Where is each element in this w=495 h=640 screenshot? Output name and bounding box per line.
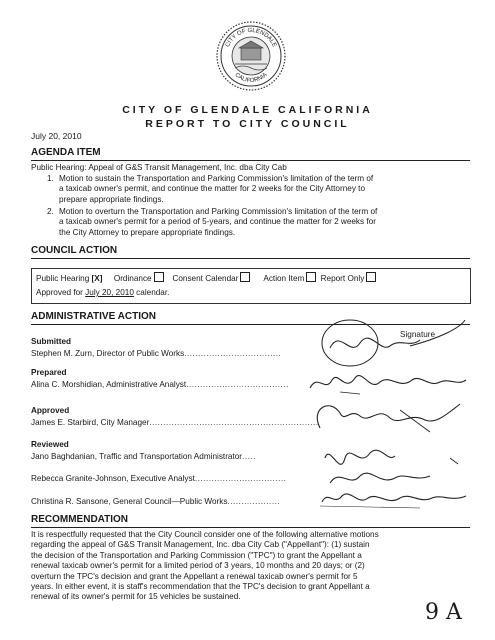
agenda-rule — [31, 160, 470, 161]
agenda-subject: Public Hearing: Appeal of G&S Transit Management, Inc. dba City Cab — [31, 163, 287, 172]
reviewer-1 — [31, 452, 256, 461]
approved-signer — [31, 418, 319, 427]
council-options-row — [36, 272, 378, 283]
page-number: 9 A — [425, 600, 462, 625]
reviewer-2 — [31, 474, 286, 483]
seal-text-top: CITY OF GLENDALE — [224, 27, 278, 49]
approved-label: Approved — [31, 406, 70, 415]
recommendation-line: renewal of its owner's permit for 15 vehicles be sustained. — [31, 592, 241, 602]
signature-dots: ..................................... — [186, 380, 289, 389]
ordinance-label: Ordinance — [113, 274, 152, 283]
public-hearing-checkbox[interactable]: [X] — [91, 274, 103, 283]
city-seal-logo — [215, 20, 287, 92]
signature-dots: ................................. — [194, 474, 287, 483]
reviewer-name: Jano Baghdanian, Traffic and Transportation Administrator — [31, 452, 243, 461]
council-heading: COUNCIL ACTION — [31, 245, 118, 256]
submitted-signature — [300, 318, 470, 368]
action-item-label: Action Item — [263, 274, 305, 283]
agenda-item-text: a taxicab owner's permit, and continue the matter for 2 weeks for the City Attorney to — [59, 184, 366, 194]
signature-dots: ..... — [242, 452, 256, 461]
agenda-item-2 — [31, 207, 471, 238]
recommendation-heading: RECOMMENDATION — [31, 514, 129, 525]
approved-prefix: Approved for — [36, 288, 83, 297]
recommendation-line: renewal taxicab owner's permit for a limited period of 3 years, 10 months and 20 days; or (2) — [31, 561, 365, 571]
prepared-label: Prepared — [31, 368, 67, 377]
reviewer-name: Rebecca Granite-Johnson, Executive Analyst — [31, 474, 195, 483]
submitted-signer — [31, 349, 281, 358]
recommendation-line: the decision of the Transportation and Parking Commission ("TPC") to grant the Appellant a — [31, 550, 362, 560]
approved-signature — [300, 398, 470, 436]
prepared-signer — [31, 380, 289, 389]
report-title: REPORT TO CITY COUNCIL — [145, 118, 350, 130]
approved-suffix: calendar. — [136, 288, 170, 297]
consent-calendar-label: Consent Calendar — [172, 274, 239, 283]
approved-date: July 20, 2010 — [85, 288, 134, 297]
agenda-item-text: the City Attorney to prepare appropriate findings. — [59, 227, 236, 237]
recommendation-line: regarding the appeal of G&S Transit Management, Inc. dba City Cab ("Appellant"): (1) sustain — [31, 540, 370, 550]
agenda-heading: AGENDA ITEM — [31, 147, 101, 158]
approved-for-row — [36, 288, 169, 297]
report-date: July 20, 2010 — [31, 131, 82, 141]
agenda-item-number: 2. — [47, 207, 54, 216]
consent-calendar-checkbox[interactable] — [240, 272, 250, 282]
submitted-name: Stephen M. Zurn, Director of Public Works — [31, 349, 185, 358]
signature-label: Signature — [400, 330, 436, 339]
recommendation-text — [31, 530, 471, 603]
reviewed-label: Reviewed — [31, 440, 69, 449]
report-only-checkbox[interactable] — [366, 272, 376, 282]
ordinance-checkbox[interactable] — [154, 272, 164, 282]
reviewer-signature — [300, 438, 470, 493]
agenda-item-1 — [31, 174, 471, 205]
approved-name: James E. Starbird, City Manager — [31, 418, 150, 427]
submitted-label: Submitted — [31, 337, 72, 346]
report-only-label: Report Only — [320, 274, 365, 283]
council-rule — [31, 258, 470, 259]
seal-text-bottom: CALIFORNIA — [233, 72, 269, 85]
agenda-item-text: Motion to overturn the Transportation and Parking Commission's limitation of the term of — [59, 207, 378, 216]
recommendation-line: It is respectfully requested that the City Council consider one of the following alternative motions — [31, 530, 379, 539]
reviewer-3 — [31, 497, 280, 506]
prepared-name: Alina C. Morshidian, Administrative Analyst — [31, 380, 187, 389]
recommendation-line: overturn the TPC's decision and grant the Appellant a renewal taxicab owner's permit for 5 — [31, 571, 358, 581]
signature-dots: ................... — [227, 497, 281, 506]
signature-dots: ................................... — [184, 349, 282, 358]
agenda-item-text: Motion to sustain the Transportation and Parking Commission's limitation of the term of — [59, 174, 374, 183]
prepared-signature — [300, 368, 470, 398]
public-hearing-label: Public Hearing — [36, 274, 90, 283]
recommendation-rule — [31, 527, 470, 528]
city-title: CITY OF GLENDALE CALIFORNIA — [122, 104, 373, 116]
agenda-item-number: 1. — [47, 174, 54, 183]
signature-dots: ............................................................. — [149, 418, 319, 427]
agenda-item-text: prepare appropriate findings. — [59, 194, 164, 204]
agenda-item-text: a taxicab owner's permit for a period of 5-years, and continue the matter for 2 weeks for — [59, 217, 376, 227]
reviewer-name: Christina R. Sansone, General Council—Public Works — [31, 497, 228, 506]
recommendation-line: years. In either event, it is staff's recommendation that the TPC's decision to grant Appellant a — [31, 582, 370, 592]
reviewer-3-signature — [300, 488, 470, 510]
action-item-checkbox[interactable] — [306, 272, 316, 282]
admin-heading: ADMINISTRATIVE ACTION — [31, 311, 156, 322]
